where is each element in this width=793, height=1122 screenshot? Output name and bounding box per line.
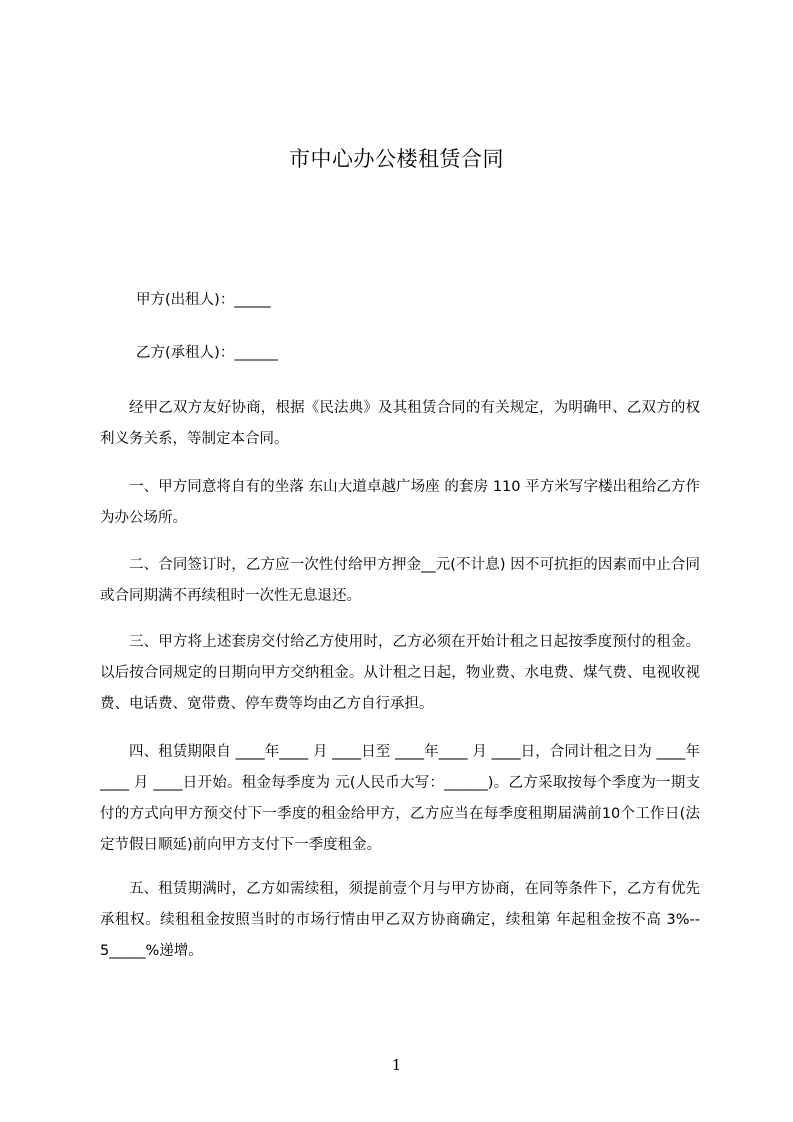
page-title: 市中心办公楼租赁合同 (289, 147, 504, 171)
intro-paragraph: 经甲乙双方友好协商，根据《民法典》及其租赁合同的有关规定，为明确甲、乙双方的权利义务关系，等制定本合同。 (100, 400, 700, 447)
clause-5-paragraph: 五、租赁期满时，乙方如需续租，须提前壹个月与甲方协商，在同等条件下，乙方有优先承租权。续租租金按照当时的市场行情由甲乙双方协商确定，续租第 年起租金按不高 3%-- 5_____%递增。 (100, 881, 700, 959)
clause-2-paragraph: 二、合同签订时，乙方应一次性付给甲方押金__元(不计息) 因不可抗拒的因素而中止合同或合同期满不再续租时一次性无息退还。 (100, 557, 700, 604)
clause-1-paragraph: 一、甲方同意将自有的坐落 东山大道卓越广场座 的套房 110 平方米写字楼出租给乙方作为办公场所。 (100, 479, 700, 526)
party-b-line: 乙方(承租人)：______ (136, 345, 278, 361)
clause-3-paragraph: 三、甲方将上述套房交付给乙方使用时，乙方必须在开始计租之日起按季度预付的租金。以后按合同规定的日期向甲方交纳租金。从计租之日起，物业费、水电费、煤气费、电视收视费、电话费、宽带费、停车费等均由乙方自行承担。 (100, 634, 700, 712)
clause-4-paragraph: 四、租赁期限自 ____年____ 月 ____日至 ____年____ 月 ____日，合同计租之日为 ____年____ 月 ____日开始。租金每季度为 元(人民币大写：______)。乙方采取按每个季度为一期支付的方式向甲方预交付下一季度的租金给甲方，乙方应当在每季度租期届满前10个工作日(法定节假日顺延)前向甲方支付下一季度租金。 (100, 744, 700, 853)
party-a-line: 甲方(出租人)：_____ (136, 292, 271, 308)
page-number: 1 (391, 1056, 402, 1074)
